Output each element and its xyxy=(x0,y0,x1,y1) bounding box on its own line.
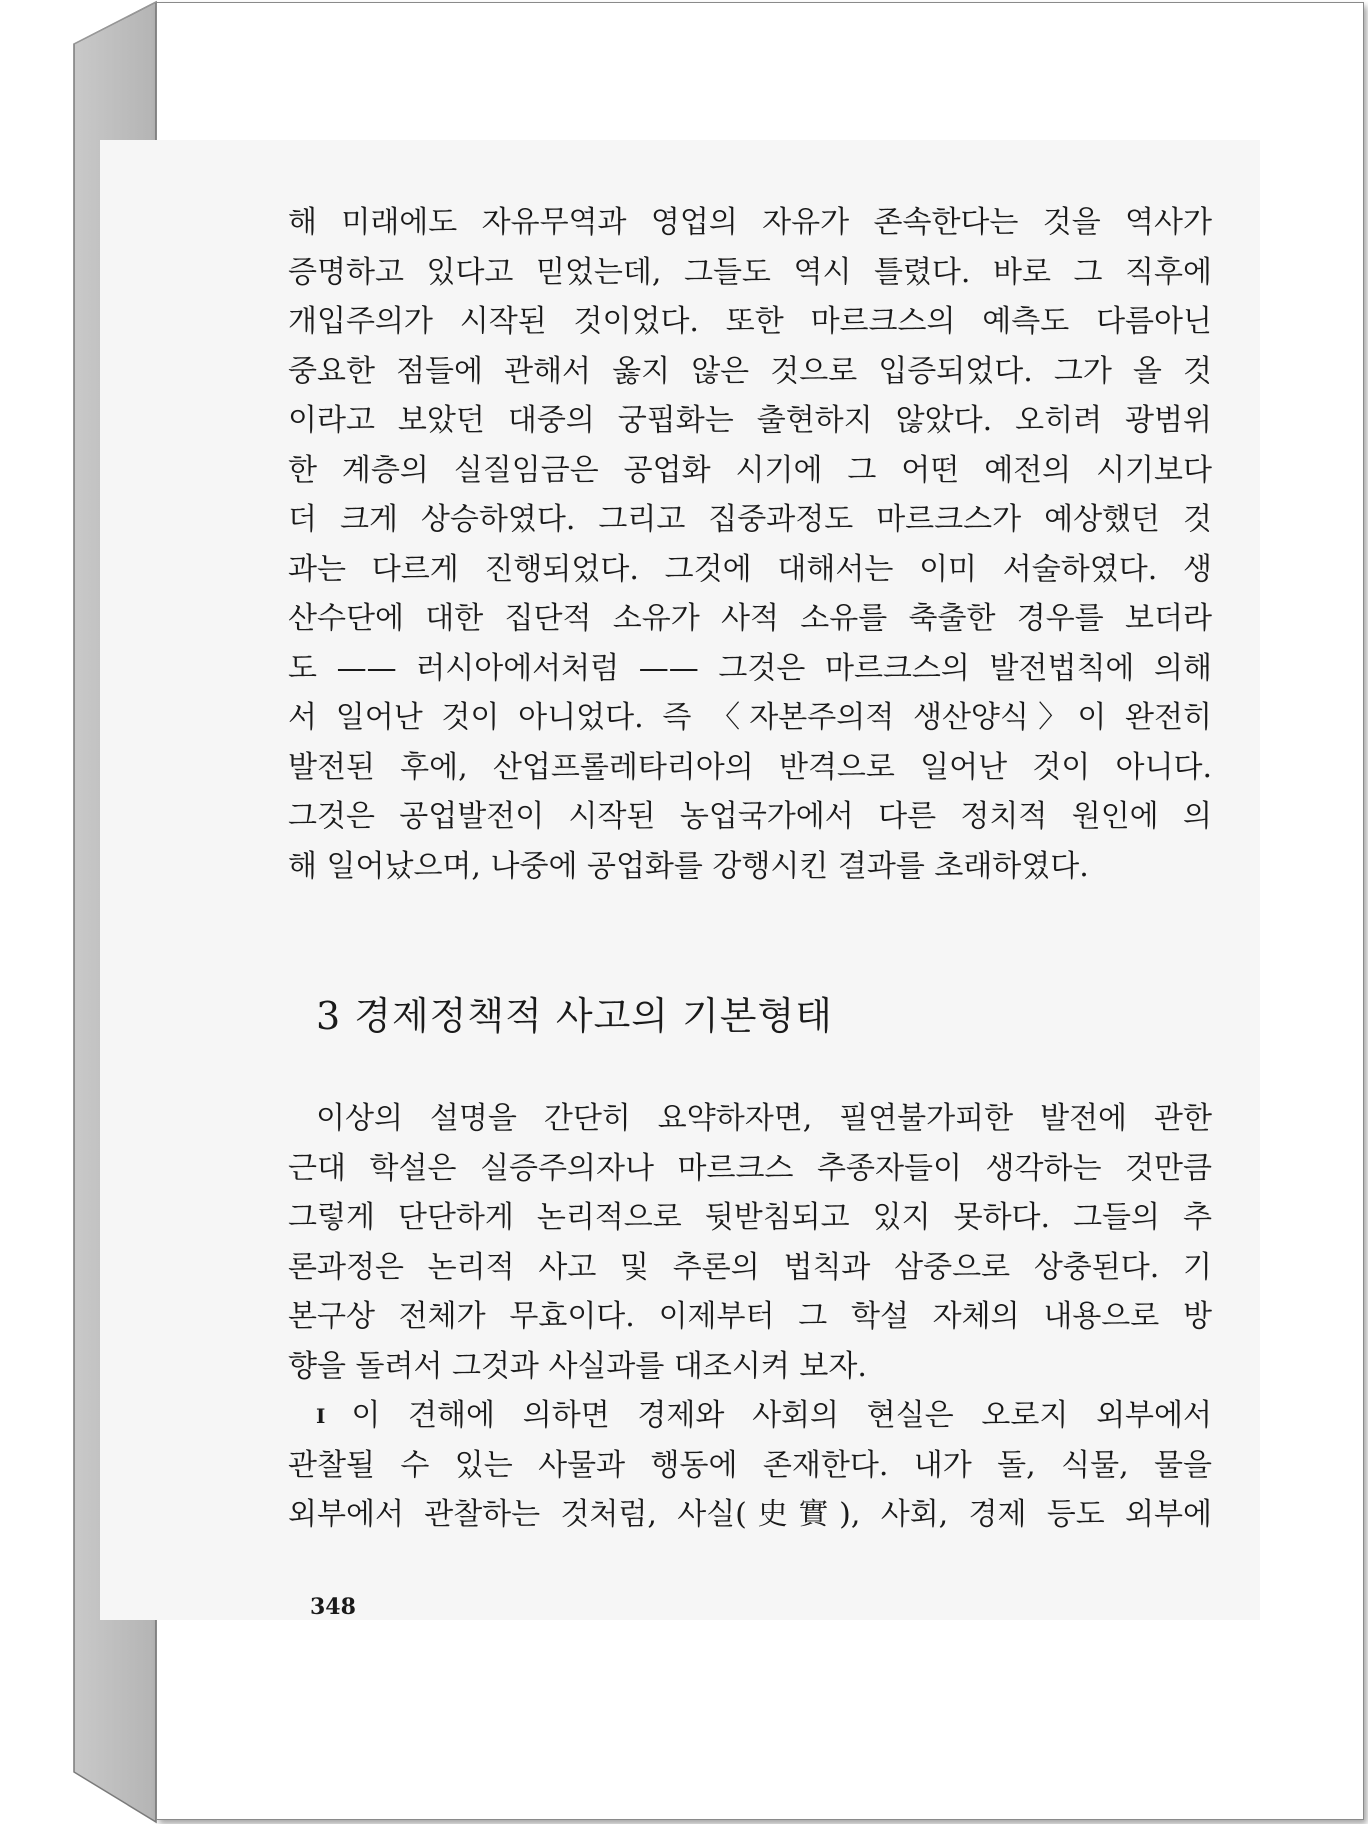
text-line: 그렇게 단단하게 논리적으로 뒷받침되고 있지 못하다. 그들의 추 xyxy=(288,1200,1212,1235)
section-body xyxy=(288,1094,1212,1540)
text-line: 그것은 공업발전이 시작된 농업국가에서 다른 정치적 원인에 의 xyxy=(288,799,1212,834)
text-line: 증명하고 있다고 믿었는데, 그들도 역시 틀렸다. 바로 그 직후에 xyxy=(288,254,1212,290)
text-line: 이상의 설명을 간단히 요약하자면, 필연불가피한 발전에 관한 xyxy=(316,1101,1212,1136)
point-first-line xyxy=(288,1391,1212,1441)
text-line: 발전된 후에, 산업프롤레타리아의 반격으로 일어난 것이 아니다. xyxy=(288,749,1212,785)
text-line: 개입주의가 시작된 것이었다. 또한 마르크스의 예측도 다름아닌 xyxy=(288,304,1212,339)
text-line: 론과정은 논리적 사고 및 추론의 법칙과 삼중으로 상충된다. 기 xyxy=(288,1249,1212,1285)
text-line: 중요한 점들에 관해서 옳지 않은 것으로 입증되었다. 그가 올 것 xyxy=(288,353,1212,389)
section-heading: 3 경제정책적 사고의 기본형태 xyxy=(316,994,833,1038)
point-marker: I xyxy=(316,1404,326,1428)
point-text: 이 견해에 의하면 경제와 사회의 현실은 오로지 외부에서 xyxy=(351,1398,1212,1433)
text-line: 외부에서 관찰하는 것처럼, 사실(史實), 사회, 경제 등도 외부에 xyxy=(288,1497,1212,1532)
text-line: 이라고 보았던 대중의 궁핍화는 출현하지 않았다. 오히려 광범위 xyxy=(288,403,1212,438)
text-line: 도 —— 러시아에서처럼 —— 그것은 마르크스의 발전법칙에 의해 xyxy=(288,650,1212,686)
text-line: 서 일어난 것이 아니었다. 즉 〈자본주의적 생산양식〉이 완전히 xyxy=(288,700,1212,735)
text-line: 관찰될 수 있는 사물과 행동에 존재한다. 내가 돌, 식물, 물을 xyxy=(288,1447,1212,1483)
page-number: 348 xyxy=(310,1594,356,1620)
text-line: 더 크게 상승하였다. 그리고 집중과정도 마르크스가 예상했던 것 xyxy=(288,502,1212,537)
text-line: 향을 돌려서 그것과 사실과를 대조시켜 보자. xyxy=(288,1348,867,1384)
text-line: 한 계층의 실질임금은 공업화 시기에 그 어떤 예전의 시기보다 xyxy=(288,452,1212,488)
continued-paragraph xyxy=(288,198,1212,891)
text-line: 산수단에 대한 집단적 소유가 사적 소유를 축출한 경우를 보더라 xyxy=(288,601,1212,636)
text-line: 과는 다르게 진행되었다. 그것에 대해서는 이미 서술하였다. 생 xyxy=(288,551,1212,587)
text-line: 해 미래에도 자유무역과 영업의 자유가 존속한다는 것을 역사가 xyxy=(288,205,1212,240)
text-line: 해 일어났으며, 나중에 공업화를 강행시킨 결과를 초래하였다. xyxy=(288,848,1089,884)
text-line: 근대 학설은 실증주의자나 마르크스 추종자들이 생각하는 것만큼 xyxy=(288,1150,1212,1186)
text-line: 본구상 전체가 무효이다. 이제부터 그 학설 자체의 내용으로 방 xyxy=(288,1299,1212,1334)
